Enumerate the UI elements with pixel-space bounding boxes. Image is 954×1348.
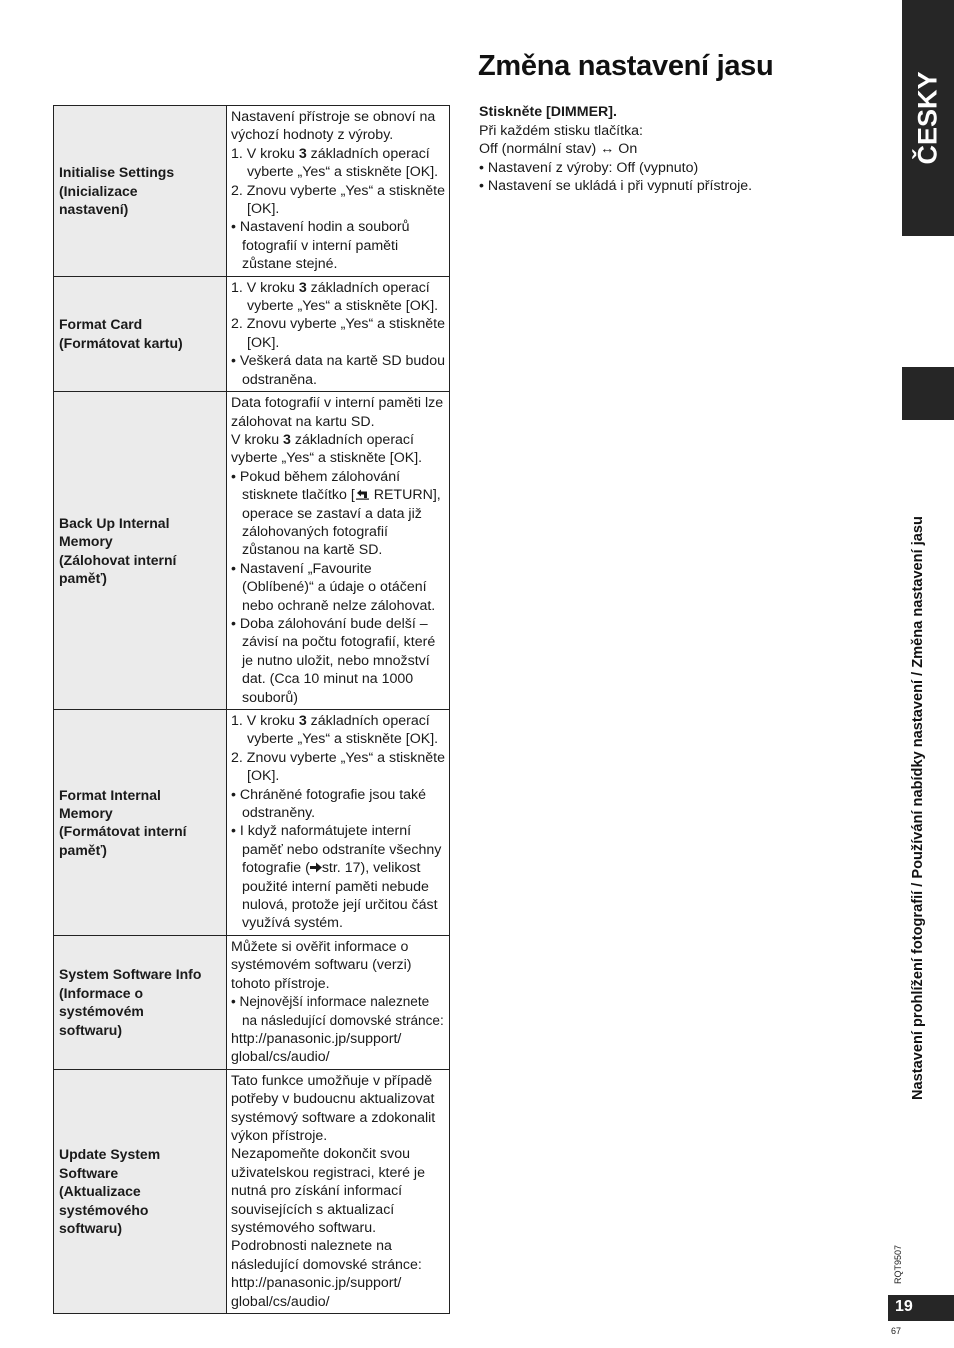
description-text: Tato funkce umožňuje v případě potřeby v budoucnu aktualizovat systémový software a zdokonalit výkon přístroje. [231,1072,436,1144]
note-text: RETURN], operace se zastaví a data již zálohovaných fotografií zůstanou na kartě SD. [242,487,441,559]
arrow-right-icon [310,862,322,873]
setting-name [54,392,227,710]
document-code: RQT9507 [893,1244,903,1284]
support-url: http://panasonic.jp/support/ [231,1030,402,1047]
step-text: základních operací vyberte „Yes“ a stiskněte [OK]. [247,145,439,181]
description-text: Nastavení přístroje se obnoví na výchozí hodnoty z výroby. [231,109,436,144]
step-item [231,431,445,468]
step-item [231,145,445,182]
setting-name-line: Update System [59,1146,161,1163]
settings-table [53,105,450,1314]
setting-name [54,106,227,277]
step-text: V kroku [231,431,284,448]
table-row [54,710,450,936]
setting-name-line: softwaru) [59,1021,122,1038]
step-text: 1. V kroku [231,279,299,296]
dimmer-instructions [479,103,879,196]
setting-name-line: paměť) [59,841,107,858]
setting-name [54,935,227,1069]
note-bullet [231,822,445,932]
instruction-text: Off (normální stav) ↔ On [479,141,638,158]
step-text: základních operací vyberte „Yes“ a stiskněte [OK]. [247,713,439,748]
step-text: základních operací vyberte „Yes“ a stiskněte [OK]. [231,431,423,467]
language-tab [902,0,954,236]
setting-name-line: (Formátovat interní [59,823,187,840]
step-number: 3 [298,145,307,162]
setting-name-line: Format Card [59,316,143,333]
alt-page-number: 67 [891,1326,902,1336]
note-bullet: • Nastavení z výroby: Off (vypnuto) [479,159,699,176]
setting-name-line: Initialise Settings [59,164,175,181]
table-row [54,276,450,391]
return-icon [355,488,370,500]
language-label: ČESKY [912,71,943,165]
setting-name-line: (Formátovat kartu) [59,334,183,351]
setting-name-line: Format Internal [59,786,161,803]
note-bullet: • Nejnovější informace naleznete na následující domovské stránce: [231,994,444,1028]
setting-description [227,1069,450,1313]
setting-name-line: System Software Info [59,966,202,983]
step-item [231,279,445,316]
step-item: 2. Znovu vyberte „Yes“ a stiskněte [OK]. [231,182,445,218]
note-bullet: • Veškerá data na kartě SD budou odstraněna. [231,353,445,388]
step-number: 3 [298,713,307,729]
setting-description [227,392,450,710]
note-bullet: • Doba zálohování bude delší – závisí na počtu fotografií, které je nutno uložit, nebo množství dat. (Cca 10 minut na 1000 souborů) [231,615,436,706]
setting-name-line: (Zálohovat interní [59,551,177,568]
table-row [54,106,450,277]
step-text: 1. V kroku [231,713,299,729]
section-caption: Nastavení prohlížení fotografií / Používání nabídky nastavení / Změna nastavení jasu [910,516,926,1100]
note-bullet: • Nastavení se ukládá i při vypnutí přístroje. [479,178,753,195]
section-marker [902,367,954,420]
setting-description [227,935,450,1069]
setting-name-line: systémového [59,1201,149,1218]
note-text: str. 17), velikost použité interní paměti nebude nulová, protože její určitou část využívá systém. [242,860,438,932]
table-row [54,392,450,710]
setting-description [227,276,450,391]
page-title: Změna nastavení jasu [478,50,774,82]
note-bullet: • Nastavení hodin a souborů fotografií v interní paměti zůstane stejné. [231,219,410,273]
setting-name-line: paměť) [59,569,107,586]
note-bullet [231,468,445,560]
instruction-text: Při každém stisku tlačítka: [479,122,643,139]
step-item: 2. Znovu vyberte „Yes“ a stiskněte [OK]. [231,749,445,785]
setting-name-line: (Aktualizace [59,1183,141,1200]
setting-description [227,106,450,277]
setting-description [227,710,450,936]
step-number: 3 [298,279,307,296]
setting-name [54,1069,227,1313]
description-text: Podrobnosti naleznete na následující domovské stránce: [231,1238,422,1273]
page-number: 19 [895,1298,913,1315]
description-text: Data fotografií v interní paměti lze zálohovat na kartu SD. [231,395,444,430]
support-url: http://panasonic.jp/support/ [231,1275,402,1292]
setting-name-line: Software [59,1164,119,1181]
setting-name [54,276,227,391]
setting-name-line: (Informace o [59,984,144,1001]
step-text: základních operací vyberte „Yes“ a stiskněte [OK]. [247,279,439,315]
page-number-badge [888,1295,954,1321]
setting-name-line: Memory [59,533,113,550]
setting-name [54,710,227,936]
setting-name-line: systémovém [59,1003,144,1020]
note-text: • Pokud během zálohování stisknete tlačítko [ [231,468,401,504]
note-bullet: • Chráněné fotografie jsou také odstraněny. [231,786,427,822]
support-url: global/cs/audio/ [231,1049,330,1066]
instruction-lead: Stiskněte [DIMMER]. [479,104,617,120]
setting-name-line: (Inicializace [59,182,138,199]
step-number: 3 [283,431,291,448]
table-row [54,1069,450,1313]
step-text: 1. V kroku [231,145,299,162]
setting-name-line: softwaru) [59,1219,122,1236]
step-item [231,712,445,749]
note-bullet: • Nastavení „Favourite (Oblíbené)“ a údaje o otáčení nebo ochraně nelze zálohovat. [231,560,436,614]
table-row [54,935,450,1069]
setting-name-line: nastavení) [59,201,129,218]
description-text: Nezapomeňte dokončit svou uživatelskou registraci, které je nutná pro získání informací souvisejících s aktualizací systémového softwaru. [231,1146,425,1236]
step-item: 2. Znovu vyberte „Yes“ a stiskněte [OK]. [231,316,445,351]
setting-name-line: Back Up Internal [59,514,170,531]
note-text: • I když naformátujete interní paměť nebo odstraníte všechny fotografie ( [231,823,442,877]
description-text: Můžete si ověřit informace o systémovém softwaru (verzi) tohoto přístroje. [231,938,412,992]
support-url: global/cs/audio/ [231,1293,330,1310]
setting-name-line: Memory [59,805,113,822]
